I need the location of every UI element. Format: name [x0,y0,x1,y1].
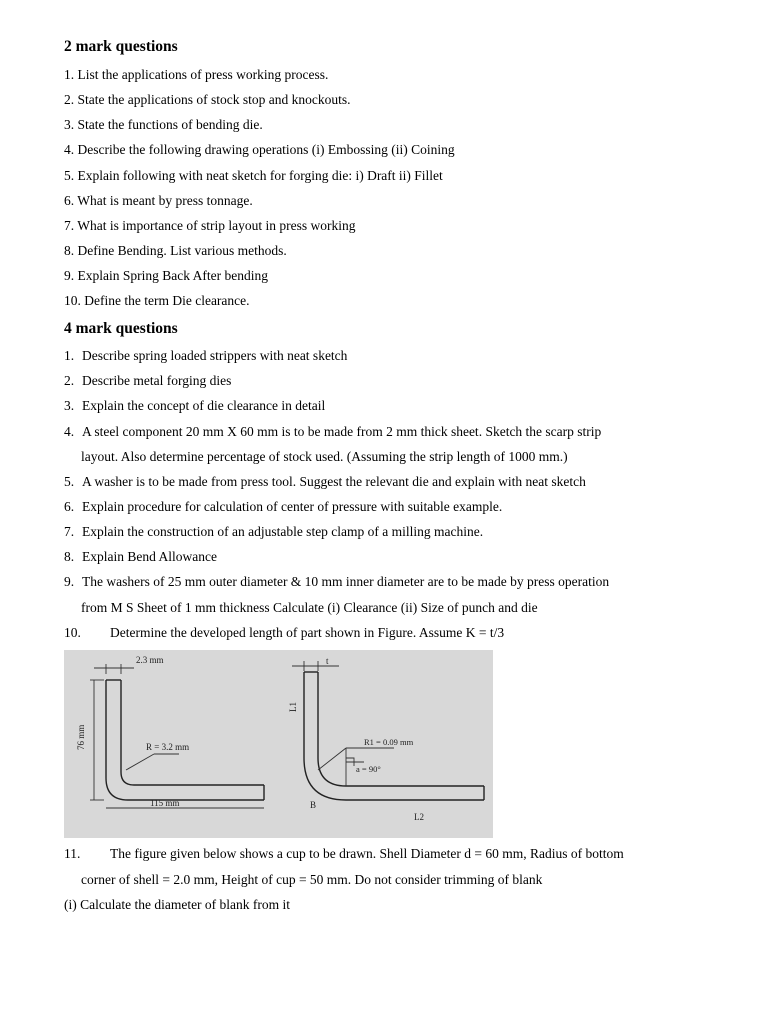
left-thickness-label: 2.3 mm [136,655,164,665]
left-part-inner-edge [121,680,264,785]
question-4m-11-continuation: corner of shell = 2.0 mm, Height of cup = 50 mm. Do not consider trimming of blank [81,872,543,887]
question-number: 3. [64,398,75,413]
question-2m-6: 6. What is meant by press tonnage. [64,193,253,208]
question-text: The washers of 25 mm outer diameter & 10 mm inner diameter are to be made by press operation [82,574,610,589]
question-text: A washer is to be made from press tool. Suggest the relevant die and explain with neat sketch [82,474,586,489]
question-number: 5. [64,474,75,489]
right-part-inner-edge [318,672,484,786]
question-text: Determine the developed length of part shown in Figure. Assume K = t/3 [110,625,505,640]
question-text: The figure given below shows a cup to be drawn. Shell Diameter d = 60 mm, Radius of bottom [110,846,624,861]
right-b-label: B [310,800,317,810]
right-angle-label: a = 90° [356,764,381,774]
question-4m-1 [64,348,347,364]
question-number: 1. [64,348,75,363]
question-number: 2. [64,373,75,388]
question-2m-4: 4. Describe the following drawing operations (i) Embossing (ii) Coining [64,142,455,157]
question-2m-5: 5. Explain following with neat sketch for forging die: i) Draft ii) Fillet [64,168,443,183]
question-text: Explain procedure for calculation of center of pressure with suitable example. [82,499,503,514]
left-radius-label: R = 3.2 mm [146,742,190,752]
question-4m-9 [64,574,609,590]
right-l1-label: L1 [288,702,298,712]
left-part-outer-edge [106,680,264,800]
left-bent-part [106,680,264,800]
question-4m-3 [64,398,325,414]
radius-leader [318,748,346,770]
question-4m-11-subitem: (i) Calculate the diameter of blank from it [64,897,291,912]
left-dimensions [90,664,264,808]
right-thickness-label: t [326,656,329,666]
question-number: 8. [64,549,75,564]
question-4m-5 [64,474,586,490]
question-number: 7. [64,524,75,539]
question-2m-10: 10. Define the term Die clearance. [64,293,250,308]
right-bent-part [304,672,484,800]
right-radius-label: R1 = 0.09 mm [364,737,414,747]
right-l2-label: L2 [414,812,424,822]
question-number: 11. [64,846,81,861]
question-4m-11 [64,846,624,862]
question-number: 9. [64,574,75,589]
section-heading-2-mark: 2 mark questions [64,38,178,55]
question-4m-10 [64,625,504,641]
question-4m-4 [64,424,601,440]
question-number: 6. [64,499,75,514]
section-heading-4-mark: 4 mark questions [64,320,178,337]
question-2m-2: 2. State the applications of stock stop and knockouts. [64,92,351,107]
left-height-label: 76 mm [76,724,86,750]
question-text: Describe spring loaded strippers with neat sketch [82,348,348,363]
right-part-outer-edge [304,672,484,800]
question-4m-6 [64,499,502,515]
question-4m-7 [64,524,483,540]
question-2m-8: 8. Define Bending. List various methods. [64,243,287,258]
question-4m-9-continuation: from M S Sheet of 1 mm thickness Calculate (i) Clearance (ii) Size of punch and die [81,600,538,615]
question-text: Describe metal forging dies [82,373,232,388]
question-text: Explain the construction of an adjustable step clamp of a milling machine. [82,524,484,539]
radius-leader [126,754,154,770]
question-4m-4-continuation: layout. Also determine percentage of stock used. (Assuming the strip length of 1000 mm.) [81,449,568,464]
bend-figure-drawing [64,650,493,838]
left-length-label: 115 mm [150,798,180,808]
question-4m-2 [64,373,231,389]
question-2m-9: 9. Explain Spring Back After bending [64,268,268,283]
question-number: 10. [64,625,81,640]
question-text: Explain the concept of die clearance in detail [82,398,326,413]
bend-figure [64,650,493,838]
question-text: A steel component 20 mm X 60 mm is to be made from 2 mm thick sheet. Sketch the scarp strip [82,424,602,439]
question-2m-1: 1. List the applications of press working process. [64,67,329,82]
question-2m-3: 3. State the functions of bending die. [64,117,263,132]
question-2m-7: 7. What is importance of strip layout in press working [64,218,356,233]
question-4m-8 [64,549,217,565]
question-text: Explain Bend Allowance [82,549,217,564]
question-number: 4. [64,424,75,439]
